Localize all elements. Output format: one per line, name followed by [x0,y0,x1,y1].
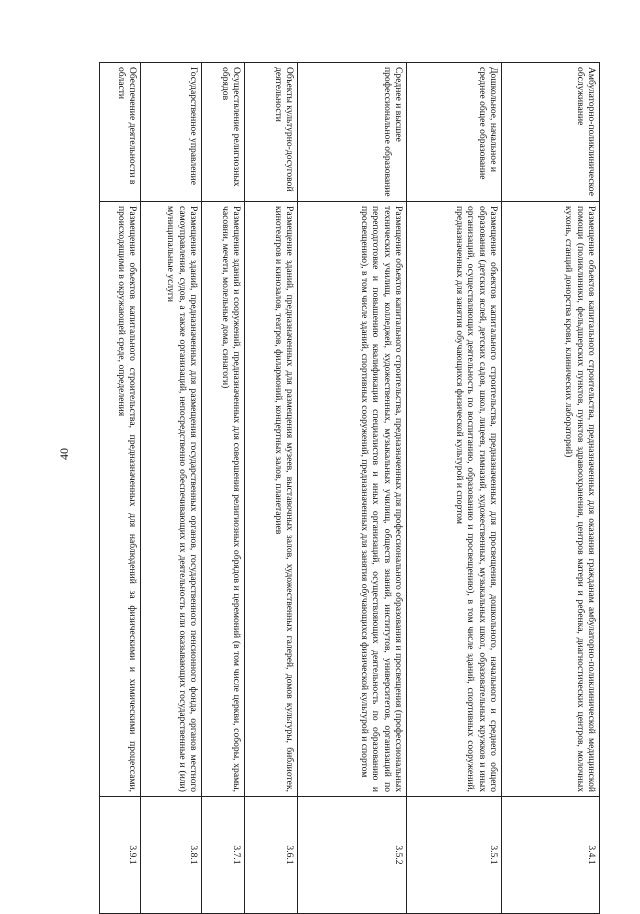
row-description-cell: Размещение зданий, предназначенных для размещения музеев, выставочных залов, художественных галерей, домов культуры, библиотек, кинотеатров и кинозалов, театров, филармоний, концертных залов, планетариев [245,202,298,797]
table-row [407,63,502,914]
row-code-cell: 3.4.1 [502,797,600,914]
row-description-cell: Размещение объектов капитального строительства, предназначенных для профессионального образования и просвещения (профессиональных технических училищ, колледжей, художественных, музыкальных училищ, обществ знаний, институтов, университетов, организаций по переподготовке и повышению квалификации специалистов и иных организаций, осуществляющих деятельность по образованию и просвещению), в том числе зданий, спортивных сооружений, предназначенных для занятия обучающихся физической культурой и спортом [298,202,407,797]
row-name-cell: Среднее и высшее профессиональное образование [298,63,407,202]
row-description-cell: Размещение объектов капитального строительства, предназначенных для наблюдений за физическими и химическими процессами, происходящими в окружающей среде, определения [100,202,141,797]
row-description-cell: Размещение зданий, предназначенных для размещения государственных органов, государственного пенсионного фонда, органов местного самоуправления, судов, а также организаций, непосредственно обеспечивающих их деятельность или оказывающих государственные и (или) муниципальные услуги [141,202,202,797]
row-code-cell: 3.9.1 [100,797,141,914]
row-name-cell: Обеспечение деятельности в области [100,63,141,202]
row-name-cell: Государственное управление [141,63,202,202]
land-use-table [99,62,600,914]
row-code-cell: 3.5.2 [298,797,407,914]
row-code-cell: 3.7.1 [202,797,245,914]
table-row [100,63,141,914]
row-code-cell: 3.5.1 [407,797,502,914]
table-row [298,63,407,914]
row-name-cell: Объекты культурно-досуговой деятельности [245,63,298,202]
row-description-cell: Размещение зданий и сооружений, предназначенных для совершения религиозных обрядов и церемоний (в том числе церкви, соборы, храмы, часовни, мечети, молельные дома, синагоги) [202,202,245,797]
row-name-cell: Осуществление религиозных обрядов [202,63,245,202]
row-name-cell: Дошкольное, начальное и среднее общее образование [407,63,502,202]
row-code-cell: 3.6.1 [245,797,298,914]
table-row [245,63,298,914]
row-description-cell: Размещение объектов капитального строительства, предназначенных для просвещения, дошкольного, начального и среднего общего образования (детских яслей, детских садов, школ, лицеев, гимназий, художественных, музыкальных школ, образовательных кружков и иных организаций, осуществляющих деятельность по воспитанию, образованию и просвещению), в том числе зданий, спортивных сооружений, предназначенных для занятия обучающихся физической культурой и спортом [407,202,502,797]
page-number: 40 [57,448,71,460]
row-description-cell: Размещение объектов капитального строительства, предназначенных для оказания гражданам амбулаторно-поликлинической медицинской помощи (поликлиники, фельдшерских пунктов, пунктов здравоохранения, центров матери и ребенка, диагностических центров, молочных кухонь, станций донорства крови, клинических лабораторий) [502,202,600,797]
table-row [141,63,202,914]
row-name-cell: Амбулаторно-поликлиническое обслуживание [502,63,600,202]
rotated-page [80,62,600,900]
row-code-cell: 3.8.1 [141,797,202,914]
table-row [202,63,245,914]
table-row [502,63,600,914]
